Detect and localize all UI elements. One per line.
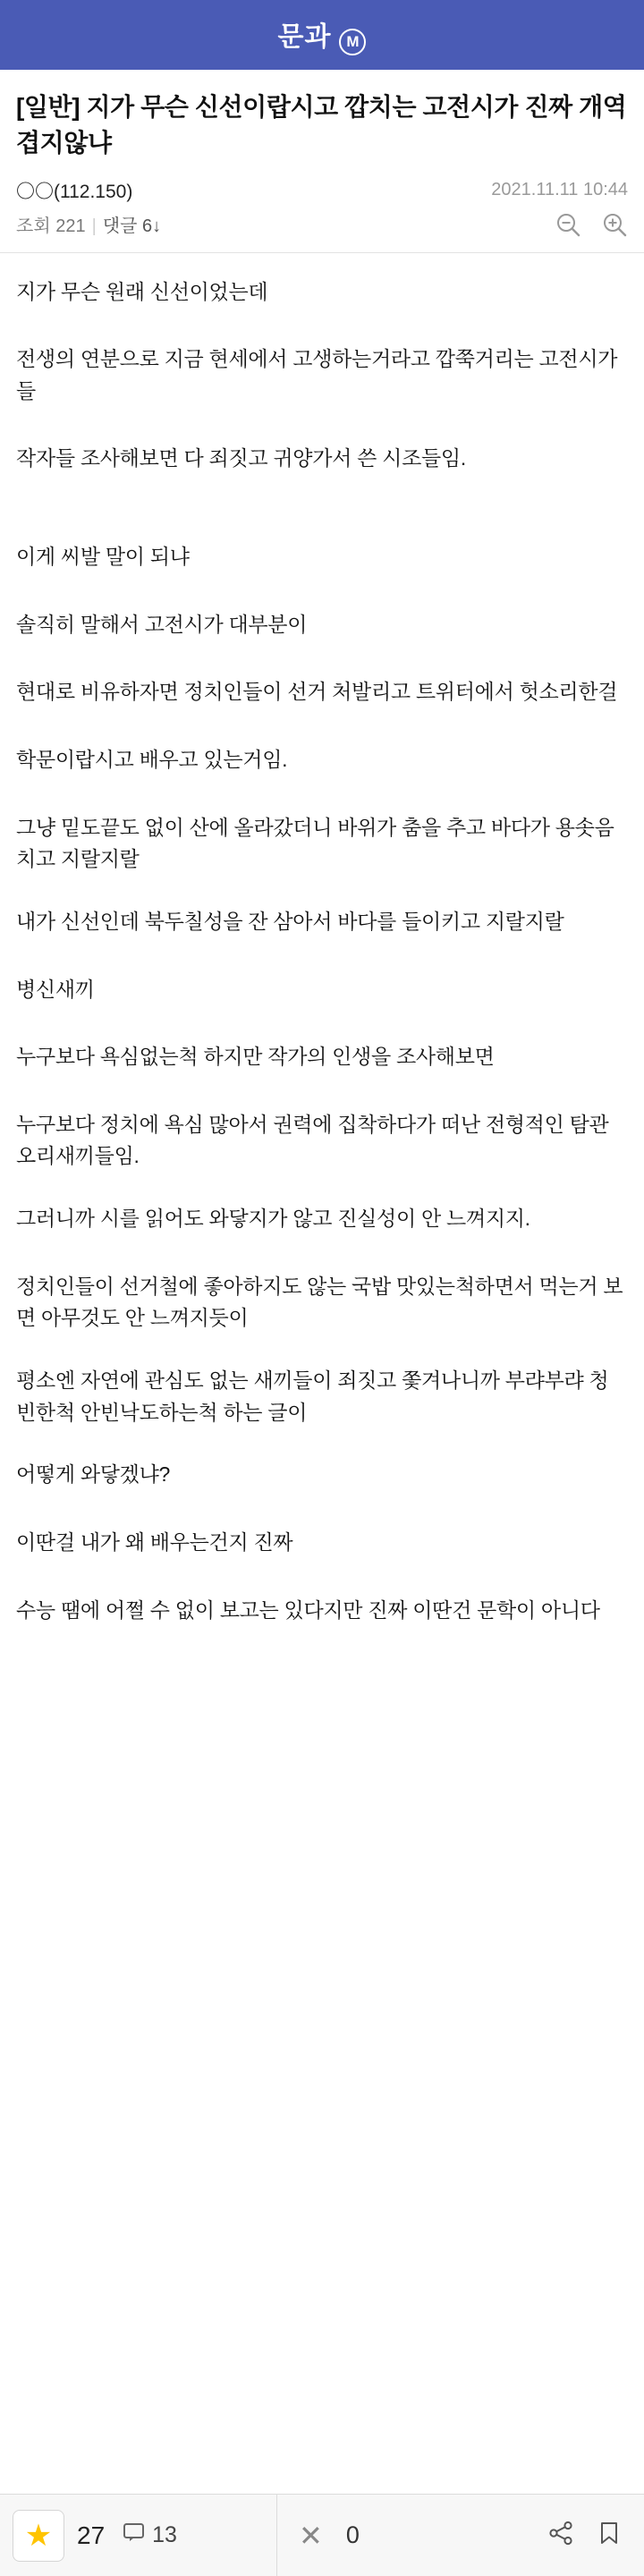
post-paragraph: 평소엔 자연에 관심도 없는 새끼들이 죄짓고 쫓겨나니까 부랴부랴 청빈한척 안빈낙도하는척 하는 글이 — [16, 1368, 609, 1424]
post-paragraph: 누구보다 욕심없는척 하지만 작가의 인생을 조사해보면 — [16, 1045, 495, 1069]
close-icon[interactable]: ✕ — [299, 2519, 323, 2552]
comment-group[interactable] — [123, 2521, 177, 2549]
post-paragraph: 작자들 조사해보면 다 죄짓고 귀양가서 쓴 시조들임. — [16, 446, 466, 470]
stats-separator: | — [91, 216, 97, 236]
upvote-group[interactable] — [0, 2495, 277, 2576]
post-meta-row — [0, 166, 644, 206]
downvote-count: 0 — [345, 2521, 360, 2548]
comment-count: 13 — [152, 2522, 177, 2547]
post-paragraph: 학문이랍시고 배우고 있는거임. — [16, 747, 288, 771]
comment-icon — [123, 2521, 146, 2549]
post-paragraph: 누구보다 정치에 욕심 많아서 권력에 집착하다가 떠난 전형적인 탐관오리새끼들임. — [16, 1112, 609, 1168]
comment-count-label[interactable]: 댓글 6 — [102, 216, 153, 236]
post-paragraph: 지가 무슨 원래 신선이었는데 — [16, 279, 268, 303]
post-paragraph: 이게 씨발 말이 되냐 — [16, 545, 190, 569]
post-paragraph: 그러니까 시를 읽어도 와닿지가 않고 진실성이 안 느껴지지. — [16, 1207, 530, 1231]
post-paragraph: 그냥 밑도끝도 없이 산에 올라갔더니 바위가 춤을 추고 바다가 용솟음치고 지랄지랄 — [16, 815, 614, 871]
post-author[interactable]: 〇〇(112.150) — [16, 181, 133, 202]
post-paragraph: 전생의 연분으로 지금 현세에서 고생하는거라고 깝쭉거리는 고전시가들 — [16, 347, 618, 402]
post-paragraph: 솔직히 말해서 고전시가 대부분이 — [16, 612, 308, 636]
post-paragraph: 수능 땜에 어쩔 수 없이 보고는 있다지만 진짜 이딴건 문학이 아니다 — [16, 1597, 600, 1622]
header-title-group — [278, 14, 367, 55]
star-icon[interactable]: ★ — [13, 2510, 64, 2562]
bookmark-icon[interactable] — [597, 2520, 621, 2551]
gallery-badge-icon: M — [339, 29, 366, 55]
post-paragraph: 내가 신선인데 북두칠성을 잔 삼아서 바다를 들이키고 지랄지랄 — [16, 909, 564, 933]
post-body — [0, 253, 644, 1672]
post-paragraph: 어떻게 와닿겠냐? — [16, 1462, 171, 1487]
post-paragraph: 현대로 비유하자면 정치인들이 선거 처발리고 트위터에서 헛소리한걸 — [16, 680, 618, 704]
upvote-count: 27 — [77, 2521, 106, 2549]
post-stats — [16, 211, 161, 237]
post-paragraph: 이딴걸 내가 왜 배우는건지 진짜 — [16, 1530, 293, 1554]
app-header — [0, 0, 644, 70]
zoom-in-icon[interactable] — [601, 211, 628, 238]
view-count: 조회 221 — [16, 216, 86, 236]
page-title: 문과 — [277, 22, 332, 53]
post-title: [일반] 지가 무슨 신선이랍시고 깝치는 고전시가 진짜 개역겹지않냐 — [16, 93, 627, 157]
secondary-action-group — [277, 2495, 644, 2576]
post-paragraph: 병신새끼 — [16, 977, 95, 1001]
zoom-controls — [555, 211, 628, 238]
post-date: 2021.11.11 10:44 — [491, 180, 628, 199]
zoom-out-icon[interactable] — [555, 211, 581, 238]
post-paragraph: 정치인들이 선거철에 좋아하지도 않는 국밥 맛있는척하면서 먹는거 보면 아무것도 안 느껴지듯이 — [16, 1274, 623, 1330]
post-meta-row-secondary — [0, 206, 644, 252]
share-icon[interactable] — [547, 2520, 574, 2551]
bottom-action-bar — [0, 2494, 644, 2576]
comment-arrow-icon[interactable]: ↓ — [152, 216, 162, 236]
